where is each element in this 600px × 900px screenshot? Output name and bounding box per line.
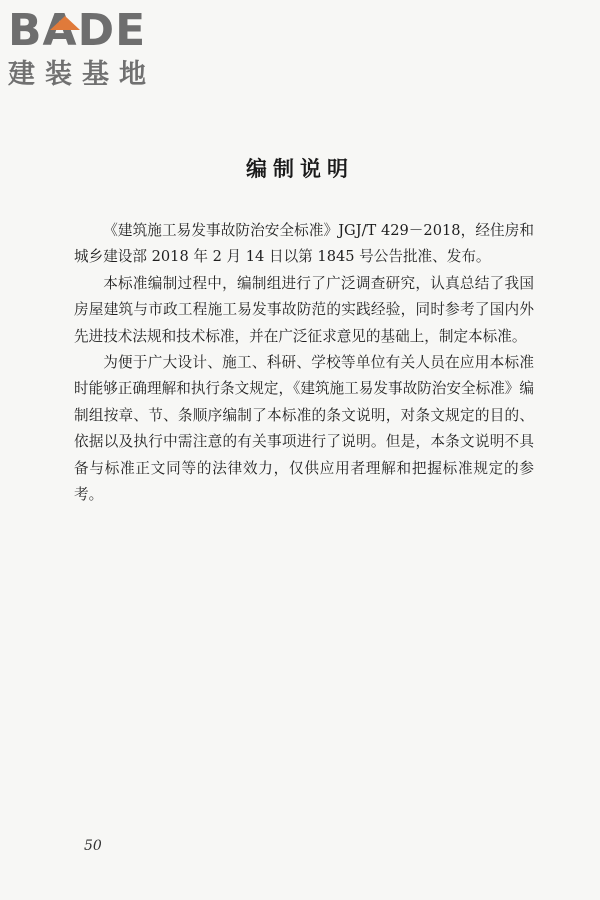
page-number: 50: [84, 838, 102, 854]
paragraph: 为便于广大设计、施工、科研、学校等单位有关人员在应用本标准时能够正确理解和执行条文规定，《建筑施工易发事故防治安全标准》编制组按章、节、条顺序编制了本标准的条文说明，对条文规定的目的、依据以及执行中需注意的有关事项进行了说明。但是，本条文说明不具备与标准正文同等的法律效力，仅供应用者理解和把握标准规定的参考。: [74, 354, 534, 504]
logo-accent-triangle-icon: [50, 16, 80, 30]
logo-wordmark: BADE: [8, 5, 147, 56]
logo-subtitle: 建装基地: [8, 59, 156, 90]
document-body: [74, 218, 534, 508]
page-title: 编制说明: [246, 157, 354, 181]
paragraph: 《建筑施工易发事故防治安全标准》JGJ/T 429－2018，经住房和城乡建设部 2018 年 2 月 14 日以第 1845 号公告批准、发布。: [74, 222, 534, 266]
paragraph: 本标准编制过程中，编制组进行了广泛调查研究，认真总结了我国房屋建筑与市政工程施工易发事故防范的实践经验，同时参考了国内外先进技术法规和技术标准，并在广泛征求意见的基础上，制定本标准。: [74, 274, 534, 345]
bade-logo: [8, 6, 178, 98]
